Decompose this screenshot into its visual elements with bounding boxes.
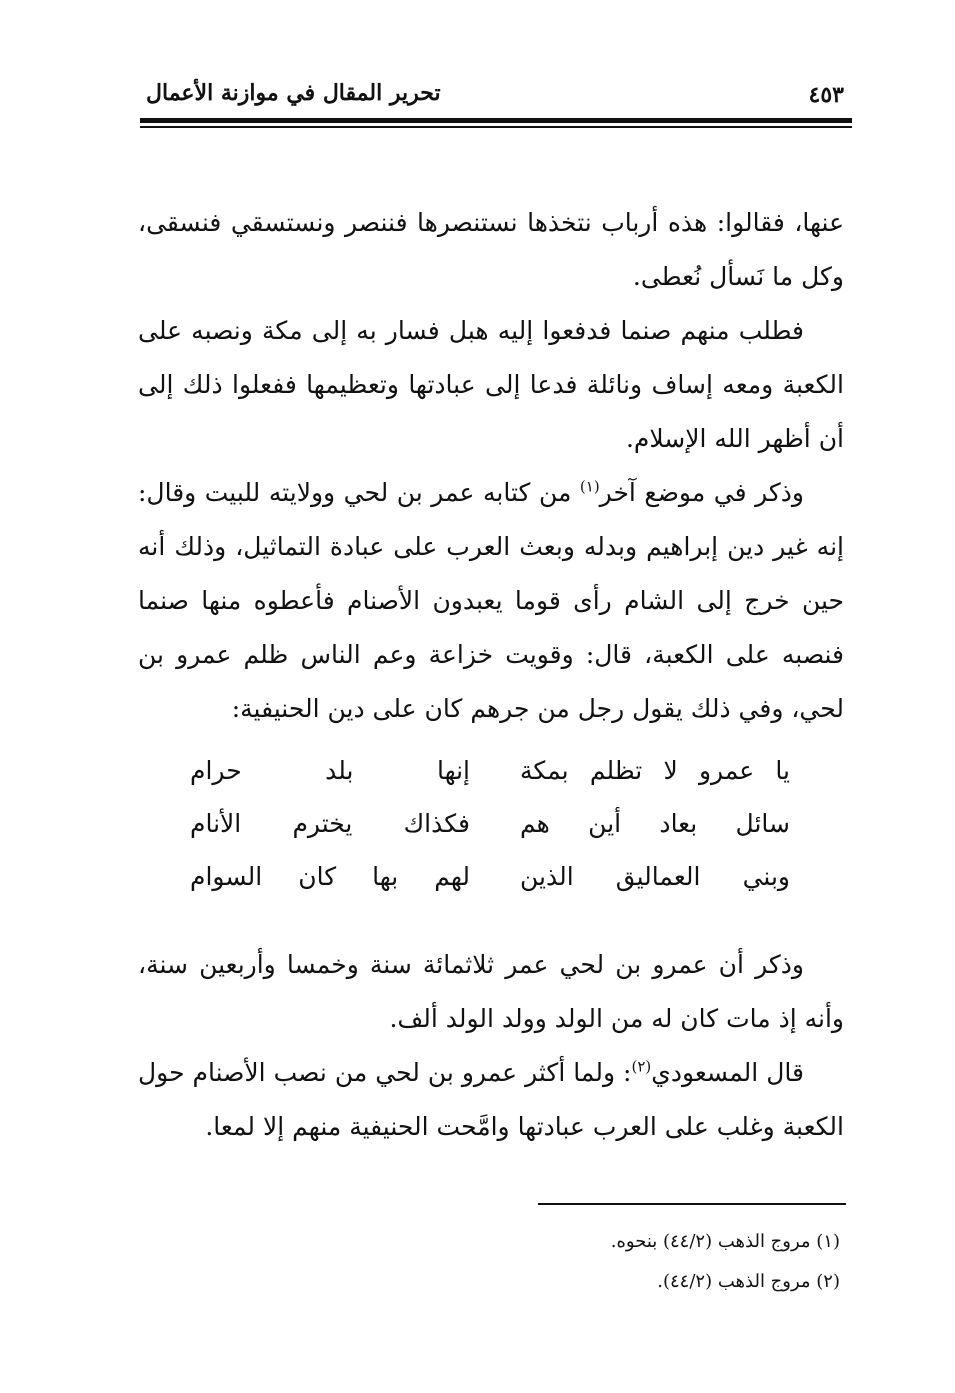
- footnote-reference[interactable]: (١): [579, 477, 600, 496]
- paragraph: وذكر أن عمرو بن لحي عمر ثلاثمائة سنة وخمسا وأربعين سنة، وأنه إذ مات كان له من الولد وولد الولد ألف.: [138, 950, 844, 1033]
- paragraph-text: من كتابه عمر بن لحي وولايته للبيت وقال: إنه غير دين إبراهيم وبدله وبعث العرب على عبادة التماثيل، وذلك أنه حين خرج إلى الشام رأى قوما يعبدون الأصنام فأعطوه منها صنما فنصبه على الكعبة، قال: وقويت خزاعة وعم الناس ظلم عمرو بن لحي، وفي ذلك يقول رجل من جرهم كان على دين الحنيفية:: [138, 478, 844, 723]
- paragraph-text: قال المسعودي: [651, 1058, 804, 1087]
- header-rule-thick: [140, 118, 852, 123]
- verse-second-hemistich: فكذاك يخترم الأنام: [190, 809, 470, 838]
- footnote: (٢) مروج الذهب (٤٤/٢).: [657, 1271, 840, 1292]
- footnote: (١) مروج الذهب (٤٤/٢) بنحوه.: [610, 1231, 840, 1252]
- paragraph-text: : ولما أكثر عمرو بن لحي من نصب الأصنام حول الكعبة وغلب على العرب عبادتها وامَّحت الحنيفية منهم إلا لمعا.: [138, 1058, 844, 1141]
- poem-verse: [190, 862, 790, 915]
- header-rule-thin: [140, 126, 852, 128]
- verse-first-hemistich: وبني العماليق الذين: [520, 862, 790, 891]
- paragraph: [138, 1046, 844, 1154]
- paragraph-text: وذكر في موضع آخر: [599, 478, 804, 507]
- paragraph: فطلب منهم صنما فدفعوا إليه هبل فسار به إلى مكة ونصبه على الكعبة ومعه إساف ونائلة فدعا إلى عبادتها وتعظيمها ففعلوا ذلك إلى أن أظهر الله الإسلام.: [138, 316, 844, 453]
- footnotes: [400, 1222, 840, 1302]
- verse-second-hemistich: لهم بها كان السوام: [190, 862, 470, 891]
- verse-first-hemistich: سائل بعاد أين هم: [520, 809, 790, 838]
- verse-first-hemistich: يا عمرو لا تظلم بمكة: [520, 756, 790, 785]
- poem-verse: [190, 756, 790, 809]
- paragraph: [138, 466, 844, 736]
- poem-verse: [190, 809, 790, 862]
- page-number: ٤٥٣: [808, 82, 844, 108]
- paragraph: عنها، فقالوا: هذه أرباب نتخذها نستنصرها فننصر ونستسقي فنسقى، وكل ما نَسأل نُعطى.: [138, 208, 844, 291]
- footnote-reference[interactable]: (٢): [631, 1057, 652, 1076]
- main-text-bottom: [138, 938, 844, 1154]
- poem: [190, 756, 790, 915]
- page-header: [140, 80, 850, 110]
- running-title: تحرير المقال في موازنة الأعمال: [146, 80, 441, 106]
- verse-second-hemistich: إنها بلد حرام: [190, 756, 470, 785]
- main-text-top: [138, 196, 844, 736]
- footnote-separator: [538, 1203, 846, 1205]
